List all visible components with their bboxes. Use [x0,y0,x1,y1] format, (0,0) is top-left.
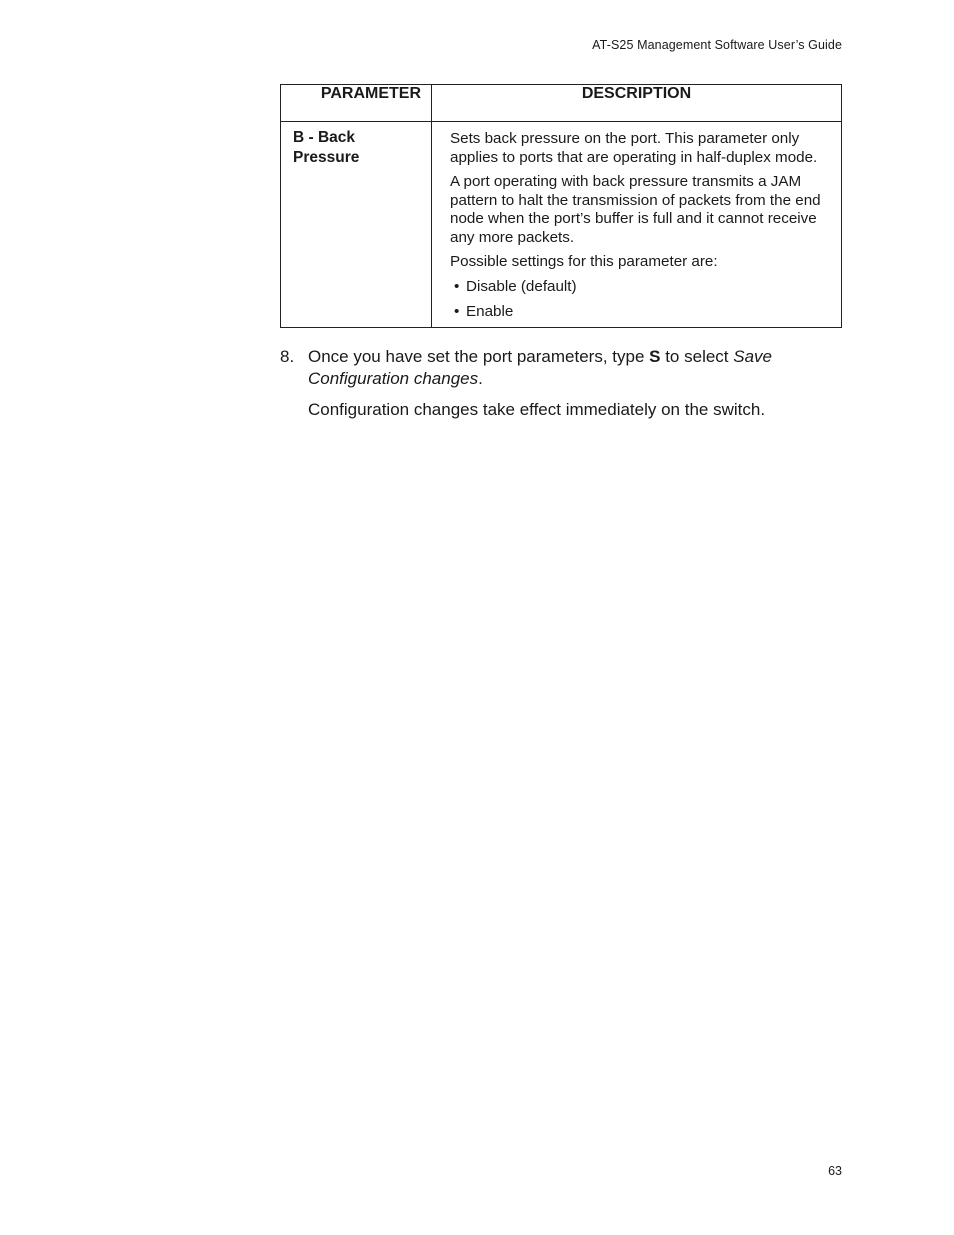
table-row [281,122,842,328]
description-paragraph-2: A port operating with back pressure transmits a JAM pattern to halt the transmission of packets from the end node when the port’s buffer is full and it cannot receive any more packets. [450,173,821,246]
list-item [454,303,835,321]
parameter-name-line1: B - Back [293,129,356,146]
parameter-description-cell [432,122,842,328]
parameter-name-line2: Pressure [293,149,360,166]
bullet-icon: • [454,302,460,320]
step-body [308,346,842,421]
menu-option-name: Save Configuration changes [308,347,772,388]
option-label: Disable (default) [466,277,577,295]
table-header-row [281,85,842,122]
step-instruction [308,346,842,390]
parameter-table [280,84,842,328]
instruction-text-middle: to select [660,347,734,366]
option-label: Enable [466,302,514,320]
procedure-step [280,346,842,430]
step-result: Configuration changes take effect immediately on the switch. [308,400,766,419]
page-number: 63 [828,1164,842,1178]
key-name: S [649,347,661,366]
running-header: AT-S25 Management Software User’s Guide [592,38,842,52]
column-header-description: DESCRIPTION [432,85,842,122]
bullet-icon: • [454,277,460,295]
parameter-name-cell [281,122,432,328]
description-paragraph-1: Sets back pressure on the port. This parameter only applies to ports that are operating in half-duplex mode. [450,130,818,166]
description-paragraph-3: Possible settings for this parameter are: [450,253,718,270]
list-item [454,278,835,296]
step-number: 8. [280,347,295,366]
instruction-text-after: . [478,369,483,388]
instruction-text-before: Once you have set the port parameters, type [308,347,650,366]
settings-list [450,278,835,321]
column-header-parameter: PARAMETER [281,85,432,122]
